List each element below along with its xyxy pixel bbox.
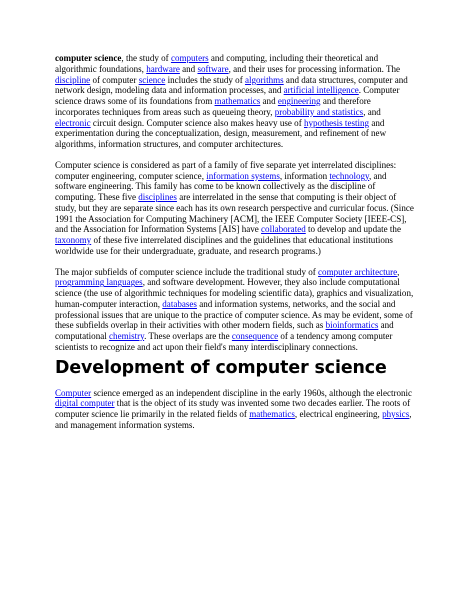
link-disciplines[interactable]: disciplines <box>138 192 177 202</box>
link-programming-languages[interactable]: programming languages <box>55 277 143 288</box>
text: The major subfields of computer science include the traditional study of <box>55 266 319 277</box>
link-science[interactable]: science <box>138 74 166 85</box>
text: to develop and update the <box>305 224 401 235</box>
text: , the study of <box>121 53 171 63</box>
link-computer-architecture[interactable]: computer architecture <box>318 266 398 277</box>
link-technology[interactable]: technology <box>329 170 369 181</box>
link-mathematics[interactable]: mathematics <box>214 96 261 106</box>
link-algorithms[interactable]: algorithms <box>244 74 284 85</box>
text: and computational <box>55 320 394 341</box>
text: , and their uses for processing information. The <box>228 63 401 74</box>
text: . Computer science draws some of its foundations from <box>55 85 400 106</box>
link-information-systems[interactable]: information systems <box>206 170 280 181</box>
text: and experimentation during the conceptualization, design, measurement, and refinement of new algorithms, information structures, and computer architectures. <box>55 117 387 149</box>
text: . These overlaps are the <box>144 331 232 341</box>
link-mathematics[interactable]: mathematics <box>249 409 295 419</box>
text: and <box>260 96 278 106</box>
link-artificial-intelligence[interactable]: artificial intelligence <box>283 85 359 96</box>
text: are interrelated in the sense that computing is their object of study, but they are separate since each has its own research perspective and curricular focus. (Since 1991 the Association for Computing Machinery [ACM], the IEEE Computer Society [IEEE-CS], and the Association for Information Systems [AIS] have <box>55 192 414 235</box>
text: and <box>179 63 198 74</box>
intro-paragraph <box>55 53 415 150</box>
link-collaborated[interactable]: collaborated <box>261 224 306 235</box>
text: of computer <box>90 74 139 85</box>
text: and data structures, computer and network design, modeling data and information processes, and <box>55 74 408 96</box>
link-software[interactable]: software <box>197 63 229 74</box>
link-computer[interactable]: Computer <box>55 387 92 398</box>
text: , and software development. However, they also include computational science (the use of algorithmic techniques for modeling scientific data), graphics and visualization, human-computer interaction, <box>55 277 414 309</box>
link-electronic[interactable]: electronic <box>55 117 91 128</box>
link-digital-computer[interactable]: digital computer <box>55 398 115 409</box>
link-taxonomy[interactable]: taxonomy <box>55 235 92 245</box>
link-engineering[interactable]: engineering <box>277 96 321 106</box>
text: , and management information systems. <box>55 409 412 430</box>
term-computer-science: computer science <box>55 53 122 63</box>
text: Computer science is considered as part of a family of five separate yet interrelated disciplines: computer engineering, computer science, <box>55 159 397 181</box>
link-computers[interactable]: computers <box>170 53 209 63</box>
disciplines-paragraph <box>55 160 415 257</box>
link-bioinformatics[interactable]: bioinformatics <box>325 320 379 331</box>
subfields-paragraph <box>55 267 415 353</box>
text: and computing, including their theoretical and algorithmic foundations, <box>55 53 379 74</box>
text: of these five interrelated disciplines and the guidelines that educational institutions worldwide use for their undergraduate, graduate, and research programs.) <box>55 235 393 256</box>
link-probability-and-statistics[interactable]: probability and statistics <box>274 106 364 117</box>
text: , information <box>279 170 330 181</box>
link-consequence[interactable]: consequence <box>231 331 279 341</box>
text: , <box>397 266 400 277</box>
link-chemistry[interactable]: chemistry <box>109 331 145 341</box>
text: science emerged as an independent discipline in the early 1960s, although the electronic <box>91 387 413 398</box>
text: includes the study of <box>165 74 245 85</box>
text: and therefore incorporates techniques from areas such as queueing theory, <box>55 96 371 117</box>
text: that is the object of its study was invented some two decades earlier. The roots of computer science lie primarily in the related fields of <box>55 398 411 419</box>
development-paragraph <box>55 388 415 431</box>
document-page <box>55 53 415 431</box>
link-databases[interactable]: databases <box>162 298 197 309</box>
section-heading: Development of computer science <box>55 357 387 378</box>
text: and information systems, networks, and the social and professional issues that are unique to the practice of computer science. As may be evident, some of these subfields overlap in their activities with other modern fields, such as <box>55 298 413 331</box>
text: , and software engineering. This family has come to be known collectively as the discipline of computing. These five <box>55 170 387 202</box>
link-physics[interactable]: physics <box>382 409 410 419</box>
text: of a tendency among computer scientists to recognize and act upon their field's many interdisciplinary connections. <box>55 331 393 352</box>
link-discipline[interactable]: discipline <box>55 74 91 85</box>
link-hypothesis-testing[interactable]: hypothesis testing <box>303 117 370 128</box>
text: circuit design. Computer science also makes heavy use of <box>90 117 304 128</box>
link-hardware[interactable]: hardware <box>146 63 180 74</box>
text: , and <box>363 106 381 117</box>
text: , electrical engineering, <box>294 409 383 419</box>
